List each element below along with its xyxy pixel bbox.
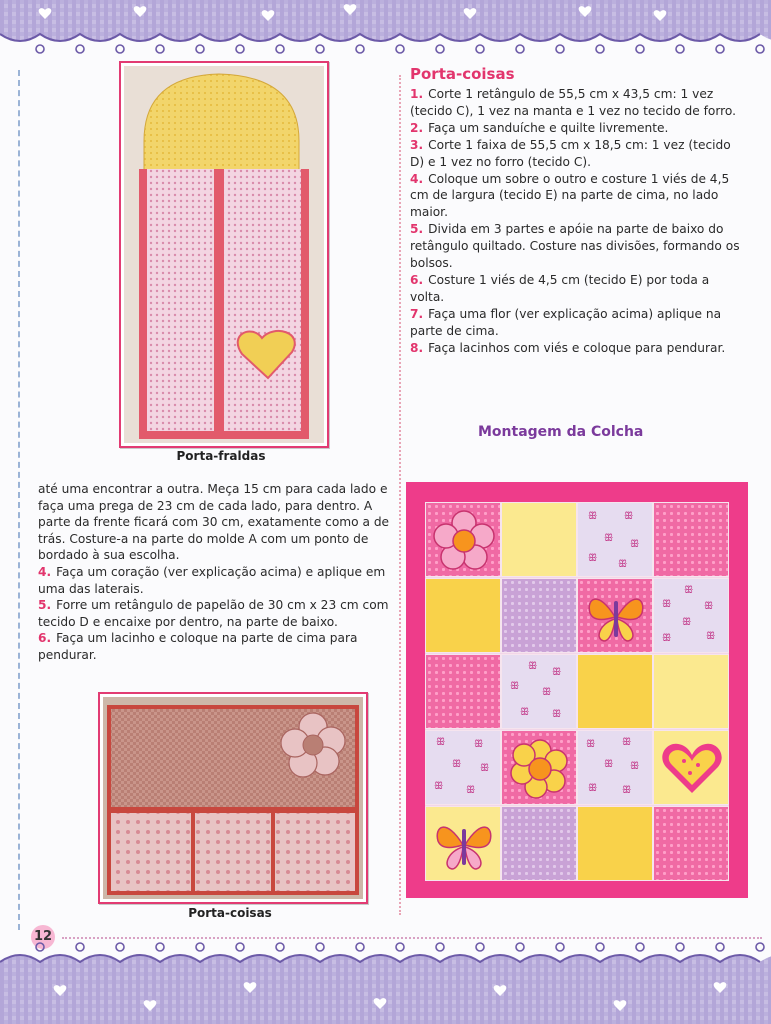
montagem-title: Montagem da Colcha xyxy=(478,424,644,440)
step-item: 2. Faça um sanduíche e quilte livremente. xyxy=(410,120,669,135)
step-item: 6. Faça um lacinho e coloque na parte de cima para pendurar. xyxy=(38,631,358,662)
quilt-block-butterflies: ꕥ ꕥ ꕥ ꕥ ꕥ ꕥ xyxy=(577,730,653,805)
quilt-block-plain xyxy=(653,654,729,729)
step-item: 4. Faça um coração (ver explicação acima) e aplique em uma das laterais. xyxy=(38,564,386,596)
porta-coisas-photo xyxy=(98,692,368,904)
quilt-block-plain xyxy=(425,578,501,653)
butterfly-icon xyxy=(578,579,653,653)
quilt-block-plain xyxy=(501,502,577,577)
quilt-block-plain xyxy=(653,502,729,577)
porta-fraldas-caption: Porta-fraldas xyxy=(176,449,266,463)
quilt-block-plain xyxy=(501,578,577,653)
step-item: 5. Forre um retângulo de papelão de 30 cm x 23 cm com tecido D e encaixe por dentro, na parte de baixo. xyxy=(38,598,389,629)
step-item: 3. Corte 1 faixa de 55,5 cm x 18,5 cm: 1 vez (tecido D) e 1 vez no forro (tecido C). xyxy=(410,137,731,169)
step-item: 1. Corte 1 retângulo de 55,5 cm x 43,5 cm: 1 vez (tecido C), 1 vez na manta e 1 vez no tecido de forro. xyxy=(410,87,737,118)
quilt-grid xyxy=(425,502,729,876)
quilt-block-plain xyxy=(653,806,729,881)
quilt-block-butterflies: ꕥ ꕥ ꕥ ꕥ ꕥ ꕥ xyxy=(577,502,653,577)
quilt-block-butterflies: ꕥ ꕥ ꕥ ꕥ ꕥ ꕥ xyxy=(501,654,577,729)
porta-coisas-illustration xyxy=(103,697,363,899)
step-item: 8. Faça lacinhos com viés e coloque para pendurar. xyxy=(410,340,726,355)
quilt-block-butterflies: ꕥ ꕥ ꕥ ꕥ ꕥ ꕥ xyxy=(653,578,729,653)
quilt-block-butterflies: ꕥ ꕥ ꕥ ꕥ ꕥ ꕥ xyxy=(425,730,501,805)
step-item: 4. Coloque um sobre o outro e costure 1 viés de 4,5 cm de largura (tecido E) na parte de cima, no lado maior. xyxy=(410,171,730,220)
quilt-block-butterfly xyxy=(577,578,653,653)
continuation-intro: até uma encontrar a outra. Meça 15 cm para cada lado e faça uma prega de 23 cm de cada lado, para dentro. A parte da frente ficará com 30 cm, exatamente como a de trás. Costure-a na parte do molde A com um ponto de bordado à sua escolha. xyxy=(38,482,390,563)
step-item: 5. Divida em 3 partes e apóie na parte de baixo do retângulo quiltado. Costure nas divisões, formando os bolsos. xyxy=(410,222,740,271)
flower-icon xyxy=(502,731,577,805)
porta-fraldas-illustration xyxy=(124,66,324,443)
porta-coisas-steps xyxy=(410,86,740,357)
porta-fraldas-continuation xyxy=(38,481,394,664)
page-number: 12 xyxy=(31,925,55,949)
quilt-block-flower xyxy=(425,502,501,577)
left-dashed-margin xyxy=(18,70,20,930)
top-decorative-border xyxy=(0,0,771,62)
step-item: 7. Faça uma flor (ver explicação acima) aplique na parte de cima. xyxy=(410,306,722,338)
heart-icon xyxy=(654,731,729,805)
column-divider xyxy=(399,75,401,915)
porta-fraldas-photo xyxy=(119,61,329,448)
porta-coisas-title: Porta-coisas xyxy=(410,65,515,83)
quilt-block-plain xyxy=(501,806,577,881)
quilt-block-heart xyxy=(653,730,729,805)
porta-coisas-caption: Porta-coisas xyxy=(188,906,272,920)
quilt-diagram xyxy=(406,482,748,898)
bottom-decorative-border xyxy=(0,932,771,1024)
quilt-block-plain xyxy=(577,806,653,881)
quilt-block-butterfly xyxy=(425,806,501,881)
step-item: 6. Costure 1 viés de 4,5 cm (tecido E) por toda a volta. xyxy=(410,272,710,304)
quilt-block-flower xyxy=(501,730,577,805)
butterfly-icon xyxy=(426,807,501,881)
quilt-block-plain xyxy=(425,654,501,729)
quilt-block-plain xyxy=(577,654,653,729)
flower-icon xyxy=(426,503,501,577)
